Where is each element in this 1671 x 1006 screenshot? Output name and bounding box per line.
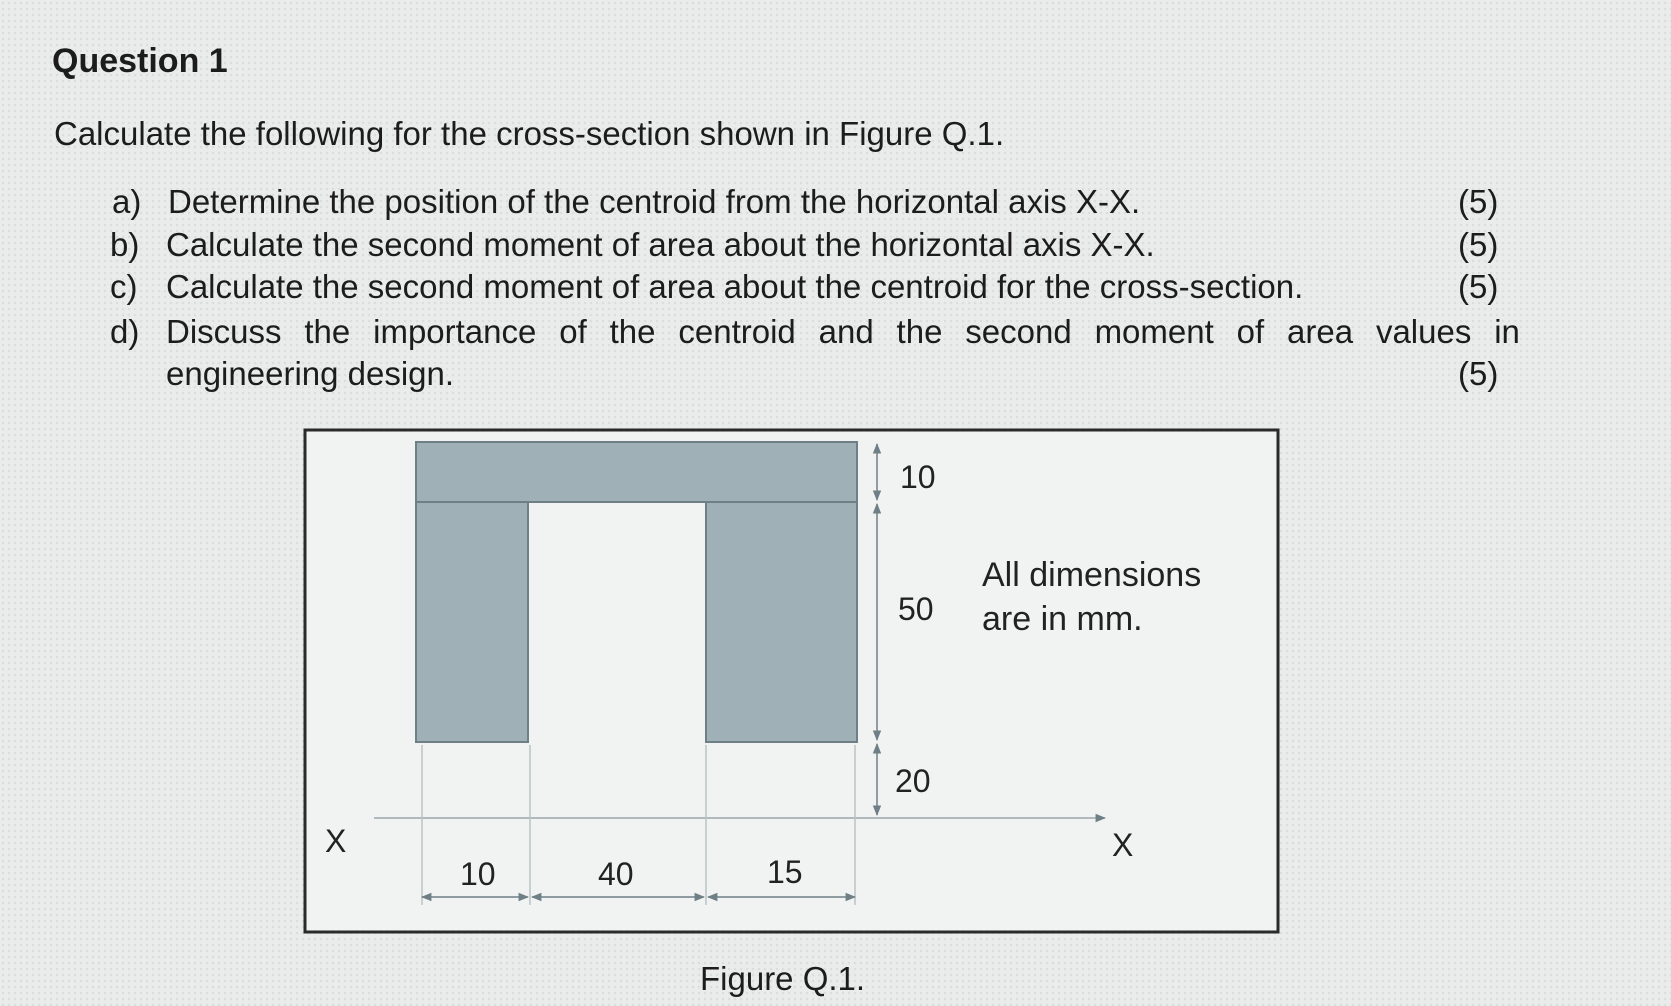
question-intro: Calculate the following for the cross-section shown in Figure Q.1.	[54, 115, 1005, 152]
item-d-word: and	[818, 313, 874, 350]
dim-label-web-height: 50	[898, 591, 934, 627]
item-text: Calculate the second moment of area about the horizontal axis X-X.	[166, 226, 1155, 263]
axis-label-left: X	[325, 823, 347, 859]
item-b-marks: (5)	[1458, 226, 1499, 263]
item-label: d)	[110, 313, 140, 350]
item-text: Calculate the second moment of area about the centroid for the cross-section.	[166, 268, 1304, 305]
item-d-continuation: engineering design.	[166, 355, 455, 392]
item-d-word: the	[609, 313, 656, 350]
right-web	[706, 502, 857, 742]
item-d-word: of	[1236, 313, 1265, 350]
units-note-line1: All dimensions	[982, 556, 1202, 594]
item-label: c)	[110, 268, 138, 305]
item-text: Determine the position of the centroid from the horizontal axis X-X.	[168, 183, 1141, 220]
item-d-word: the	[896, 313, 943, 350]
item-d-word: centroid	[678, 313, 796, 350]
dim-label-left-web: 10	[460, 856, 496, 892]
item-d-word: moment	[1094, 313, 1214, 350]
left-web	[416, 502, 528, 742]
item-d-word: importance	[373, 313, 537, 350]
dim-label-top-flange: 10	[900, 459, 936, 495]
question-heading: Question 1	[52, 42, 228, 80]
item-d-word: the	[304, 313, 351, 350]
item-d-word: values	[1375, 313, 1472, 350]
item-d-word: in	[1494, 313, 1520, 350]
item-a-marks: (5)	[1458, 183, 1499, 220]
item-label: a)	[112, 183, 142, 220]
item-d-word: of	[559, 313, 587, 350]
item-label: b)	[110, 226, 140, 263]
top-flange	[416, 442, 857, 502]
axis-label-right: X	[1112, 827, 1134, 863]
item-d-word: area	[1287, 313, 1354, 350]
units-note-line2: are in mm.	[982, 600, 1143, 638]
dim-label-bottom-gap: 20	[895, 763, 931, 799]
dim-label-gap: 40	[598, 856, 634, 892]
item-c-marks: (5)	[1458, 268, 1499, 305]
item-d-word: Discuss	[166, 313, 282, 350]
item-d-marks: (5)	[1458, 355, 1499, 392]
item-d-word: second	[965, 313, 1072, 350]
dim-label-right-web: 15	[767, 854, 803, 890]
figure-caption: Figure Q.1.	[700, 960, 866, 997]
